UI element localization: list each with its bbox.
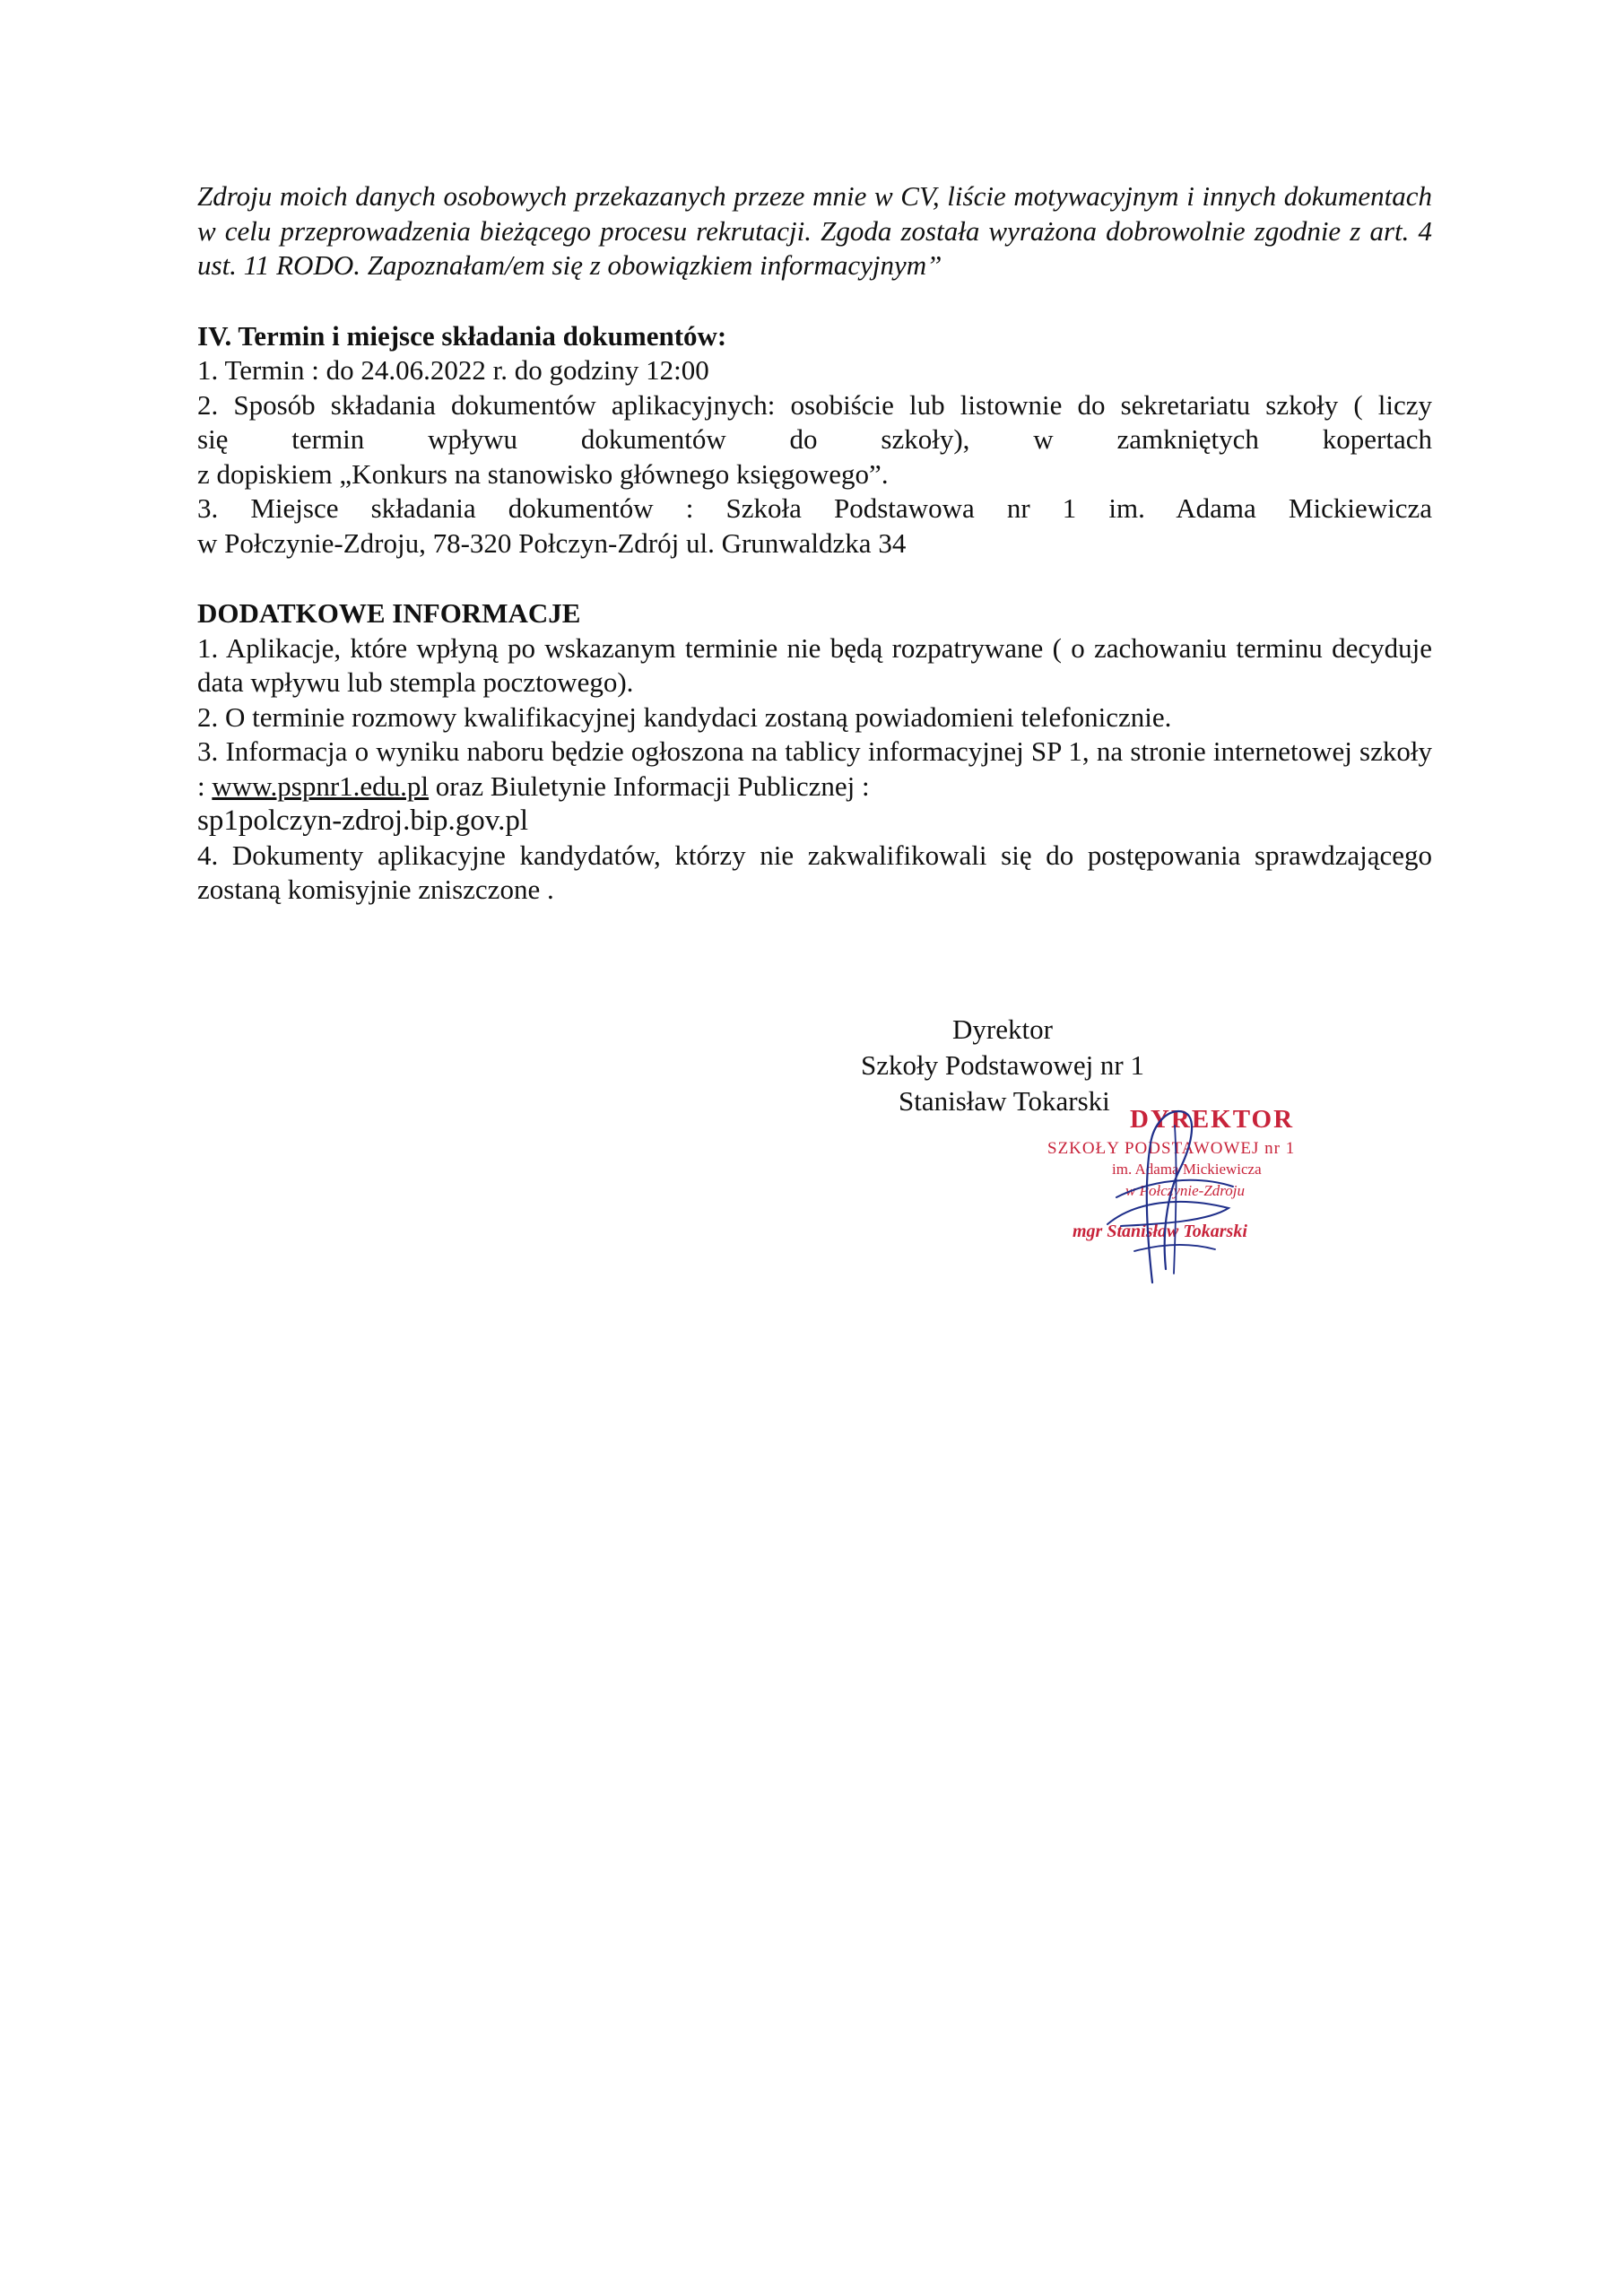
document-body: [197, 179, 1432, 908]
additional-info-item-3-after: oraz Biuletynie Informacji Publicznej :: [429, 770, 870, 802]
section-iv-item-2-line-2: się termin wpływu dokumentów do szkoły), w zamkniętych kopertach: [197, 423, 1432, 455]
additional-info-item-4: 4. Dokumenty aplikacyjne kandydatów, którzy nie zakwalifikowali się do postępowania sprawdzającego zostaną komisyjnie zniszczone .: [197, 839, 1432, 905]
signature-block: [861, 1012, 1238, 1119]
additional-info-item-2: 2. O terminie rozmowy kwalifikacyjnej kandydaci zostaną powiadomieni telefonicznie.: [197, 700, 1172, 733]
signature-title: Dyrektor: [952, 1013, 1053, 1045]
section-iv-item-2-line-1: 2. Sposób składania dokumentów aplikacyjnych: osobiście lub listownie do sekretariatu szkoły ( liczy: [197, 388, 1432, 421]
signature-name: Stanisław Tokarski: [899, 1085, 1110, 1117]
additional-info-heading: DODATKOWE INFORMACJE: [197, 597, 581, 629]
section-iv-item-1: 1. Termin : do 24.06.2022 r. do godziny 12:00: [197, 354, 709, 386]
additional-info-item-3-text: 3. Informacja o wyniku naboru będzie ogłoszona na tablicy informacyjnej SP 1, na stronie internetowej szkoły :: [197, 735, 1432, 802]
bip-address: sp1polczyn-zdroj.bip.gov.pl: [197, 804, 529, 837]
stamp-line-5: mgr Stanisław Tokarski: [1073, 1222, 1247, 1241]
additional-info-item-1: 1. Aplikacje, które wpłyną po wskazanym terminie nie będą rozpatrywane ( o zachowaniu terminu decyduje data wpływu lub stempla pocztowego).: [197, 631, 1432, 698]
stamp-line-3: im. Adama Mickiewicza: [1112, 1161, 1262, 1178]
section-iv-item-3-line-2: w Połczynie-Zdroju, 78-320 Połczyn-Zdrój ul. Grunwaldzka 34: [197, 526, 907, 559]
signature-school: Szkoły Podstawowej nr 1: [861, 1049, 1145, 1081]
stamp-line-4: w Połczynie-Zdroju: [1125, 1182, 1245, 1199]
consent-clause: Zdroju moich danych osobowych przekazanych przeze mnie w CV, liście motywacyjnym i innych dokumentach w celu przeprowadzenia bieżącego procesu rekrutacji. Zgoda została wyrażona dobrowolnie zgodnie z art. 4 ust. 11 RODO. Zapoznałam/em się z obowiązkiem informacyjnym”: [197, 180, 1432, 281]
official-stamp: [1040, 1105, 1408, 1284]
additional-info-item-3: [197, 735, 1432, 839]
section-iv-heading: IV. Termin i miejsce składania dokumentów:: [197, 319, 727, 352]
section-iv-item-2-line-3: z dopiskiem „Konkurs na stanowisko głównego księgowego”.: [197, 457, 889, 490]
section-iv-item-3-line-1: 3. Miejsce składania dokumentów : Szkoła Podstawowa nr 1 im. Adama Mickiewicza: [197, 492, 1432, 524]
school-website-link[interactable]: www.pspnr1.edu.pl: [212, 770, 430, 802]
stamp-line-2: SZKOŁY PODSTAWOWEJ nr 1: [1047, 1139, 1296, 1158]
stamp-line-1: DYREKTOR: [1130, 1105, 1295, 1134]
